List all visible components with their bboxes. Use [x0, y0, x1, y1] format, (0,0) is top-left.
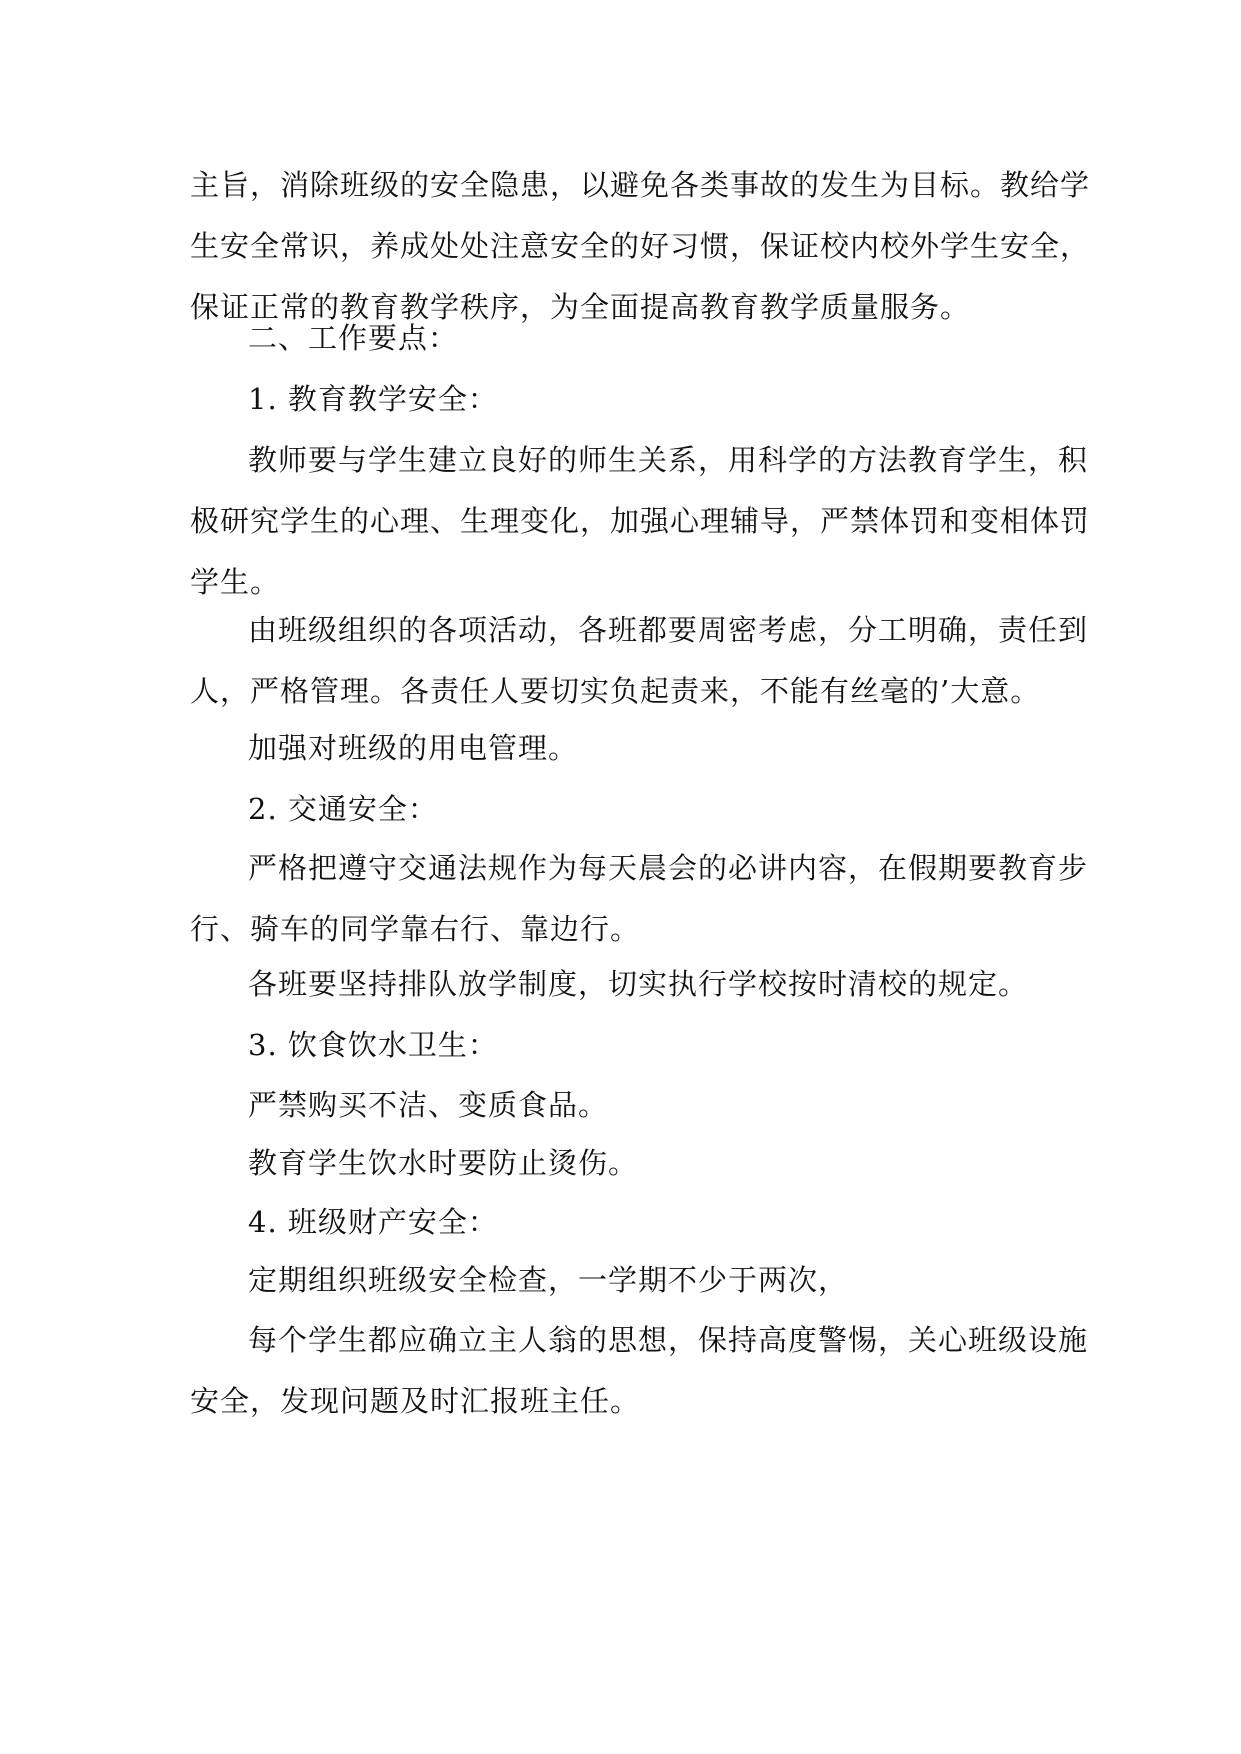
text-line: 行、骑车的同学靠右行、靠边行。 — [190, 912, 641, 946]
text-line: 严格把遵守交通法规作为每天晨会的必讲内容，在假期要教育步 — [248, 851, 1089, 885]
text-line: 各班要坚持排队放学制度，切实执行学校按时清校的规定。 — [248, 967, 1029, 1001]
paragraph-ownership — [190, 1310, 1089, 1432]
text-line: 4. 班级财产安全： — [248, 1205, 498, 1239]
text-line: 加强对班级的用电管理。 — [248, 731, 579, 765]
paragraph-teacher-student — [190, 430, 1091, 613]
paragraph-traffic-rules — [190, 838, 1089, 960]
paragraph-electricity — [190, 718, 1118, 779]
paragraph-class-activities — [190, 600, 1089, 722]
subheading-traffic-safety — [190, 779, 1118, 840]
text-line: 由班级组织的各项活动，各班都要周密考虑，分工明确，责任到 — [248, 613, 1089, 647]
text-line: 安全，发现问题及时汇报班主任。 — [190, 1384, 641, 1418]
text-line: 3. 饮食饮水卫生： — [248, 1028, 498, 1062]
text-line: 人，严格管理。各责任人要切实负起责来，不能有丝毫的’大意。 — [190, 674, 1041, 708]
paragraph-food — [190, 1075, 1118, 1136]
text-line: 2. 交通安全： — [248, 792, 438, 826]
section-heading-work-points — [190, 308, 1118, 369]
text-line: 严禁购买不洁、变质食品。 — [248, 1088, 609, 1122]
subheading-teaching-safety — [190, 369, 1118, 430]
text-line: 二、工作要点： — [248, 321, 459, 355]
text-line: 极研究学生的心理、生理变化，加强心理辅导，严禁体罚和变相体罚 — [190, 504, 1091, 538]
text-line: 保证正常的教育教学秩序，为全面提高教育教学质量服务。 — [190, 290, 971, 324]
paragraph-dismissal — [190, 954, 1118, 1015]
subheading-property-safety — [190, 1192, 1118, 1253]
subheading-food-water — [190, 1015, 1118, 1076]
text-line: 学生。 — [190, 565, 281, 599]
text-line: 每个学生都应确立主人翁的思想，保持高度警惕，关心班级设施 — [248, 1323, 1089, 1357]
text-line: 定期组织班级安全检查，一学期不少于两次， — [248, 1263, 849, 1297]
text-line: 主旨，消除班级的安全隐患，以避免各类事故的发生为目标。教给学 — [190, 168, 1091, 202]
paragraph-inspection — [190, 1250, 1118, 1311]
text-line: 生安全常识，养成处处注意安全的好习惯，保证校内校外学生安全， — [190, 229, 1091, 263]
text-line: 教育学生饮水时要防止烫伤。 — [248, 1146, 639, 1180]
paragraph-water — [190, 1133, 1118, 1194]
text-line: 教师要与学生建立良好的师生关系，用科学的方法教育学生，积 — [248, 443, 1089, 477]
text-line: 1. 教育教学安全： — [248, 382, 498, 416]
